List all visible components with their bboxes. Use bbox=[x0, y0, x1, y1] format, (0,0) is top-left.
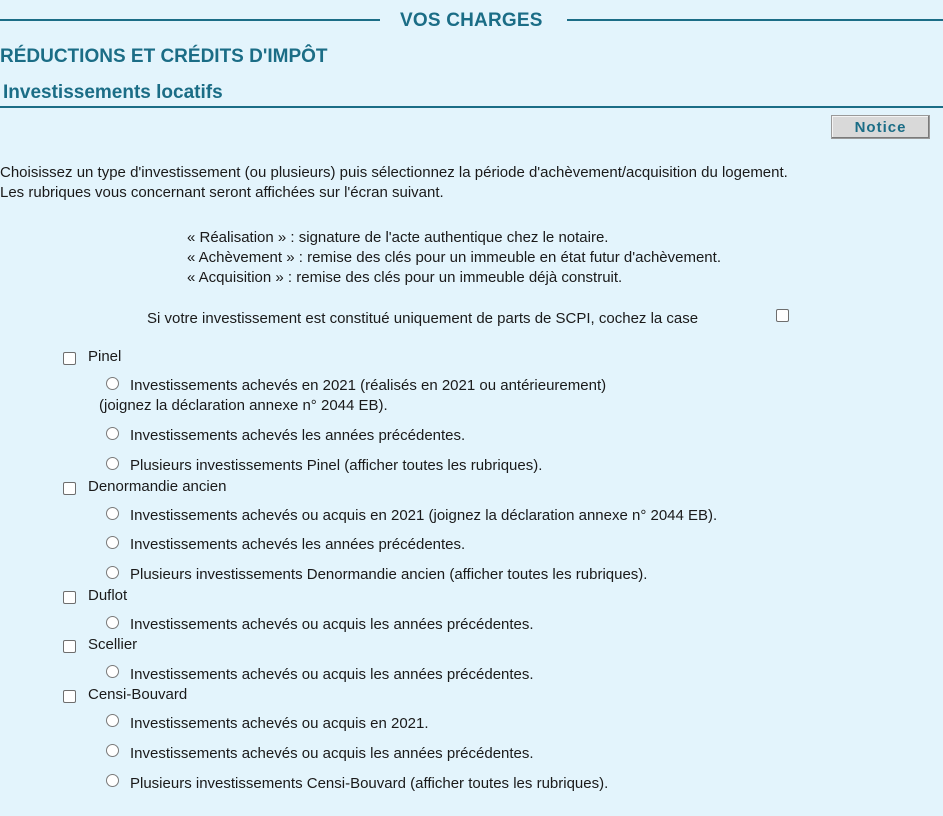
pinel-option-2-radio[interactable] bbox=[106, 427, 119, 440]
intro-line-2: Les rubriques vous concernant seront affichées sur l'écran suivant. bbox=[0, 184, 444, 201]
denormandie-option-1-label: Investissements achevés ou acquis en 2021 (joignez la déclaration annexe n° 2044 EB). bbox=[130, 507, 718, 524]
denormandie-option-3-radio[interactable] bbox=[106, 566, 119, 579]
censi-bouvard-option-2-radio[interactable] bbox=[106, 744, 119, 757]
duflot-label: Duflot bbox=[88, 587, 128, 604]
scellier-label: Scellier bbox=[88, 636, 138, 653]
definition-achevement: « Achèvement » : remise des clés pour un immeuble en état futur d'achèvement. bbox=[187, 249, 721, 266]
scpi-label: Si votre investissement est constitué uniquement de parts de SCPI, cochez la case bbox=[147, 310, 699, 327]
pinel-option-3-label: Plusieurs investissements Pinel (afficher toutes les rubriques). bbox=[130, 457, 543, 474]
censi-bouvard-checkbox[interactable] bbox=[63, 690, 76, 703]
denormandie-option-3-label: Plusieurs investissements Denormandie ancien (afficher toutes les rubriques). bbox=[130, 566, 648, 583]
duflot-option-1-radio[interactable] bbox=[106, 616, 119, 629]
scellier-checkbox[interactable] bbox=[63, 640, 76, 653]
pinel-option-1-label: Investissements achevés en 2021 (réalisés en 2021 ou antérieurement) bbox=[130, 377, 607, 394]
denormandie-option-2-label: Investissements achevés les années précédentes. bbox=[130, 536, 466, 553]
definition-acquisition: « Acquisition » : remise des clés pour un immeuble déjà construit. bbox=[187, 269, 623, 286]
scpi-checkbox[interactable] bbox=[776, 309, 789, 322]
page-heading: RÉDUCTIONS ET CRÉDITS D'IMPÔT bbox=[0, 46, 328, 67]
page-subheading: Investissements locatifs bbox=[3, 82, 223, 103]
censi-bouvard-option-3-radio[interactable] bbox=[106, 774, 119, 787]
intro-line-1: Choisissez un type d'investissement (ou plusieurs) puis sélectionnez la période d'achèvement/acquisition du logement. bbox=[0, 164, 788, 181]
censi-bouvard-option-3-label: Plusieurs investissements Censi-Bouvard (afficher toutes les rubriques). bbox=[130, 775, 609, 792]
denormandie-label: Denormandie ancien bbox=[88, 478, 227, 495]
pinel-option-1-note: (joignez la déclaration annexe n° 2044 EB). bbox=[99, 397, 388, 414]
pinel-option-1-radio[interactable] bbox=[106, 377, 119, 390]
section-divider-right bbox=[567, 19, 943, 21]
denormandie-option-1-radio[interactable] bbox=[106, 507, 119, 520]
subheading-divider bbox=[0, 106, 943, 108]
duflot-option-1-label: Investissements achevés ou acquis les années précédentes. bbox=[130, 616, 534, 633]
pinel-option-2-label: Investissements achevés les années précédentes. bbox=[130, 427, 466, 444]
scellier-option-1-radio[interactable] bbox=[106, 665, 119, 678]
duflot-checkbox[interactable] bbox=[63, 591, 76, 604]
censi-bouvard-label: Censi-Bouvard bbox=[88, 686, 188, 703]
pinel-label: Pinel bbox=[88, 348, 122, 365]
section-title: VOS CHARGES bbox=[400, 10, 543, 31]
pinel-option-3-radio[interactable] bbox=[106, 457, 119, 470]
definition-realisation: « Réalisation » : signature de l'acte authentique chez le notaire. bbox=[187, 229, 609, 246]
denormandie-checkbox[interactable] bbox=[63, 482, 76, 495]
section-divider-left bbox=[0, 19, 380, 21]
denormandie-option-2-radio[interactable] bbox=[106, 536, 119, 549]
pinel-checkbox[interactable] bbox=[63, 352, 76, 365]
censi-bouvard-option-1-label: Investissements achevés ou acquis en 2021. bbox=[130, 715, 429, 732]
scellier-option-1-label: Investissements achevés ou acquis les années précédentes. bbox=[130, 666, 534, 683]
censi-bouvard-option-2-label: Investissements achevés ou acquis les années précédentes. bbox=[130, 745, 534, 762]
censi-bouvard-option-1-radio[interactable] bbox=[106, 714, 119, 727]
notice-button[interactable]: Notice bbox=[831, 115, 930, 139]
